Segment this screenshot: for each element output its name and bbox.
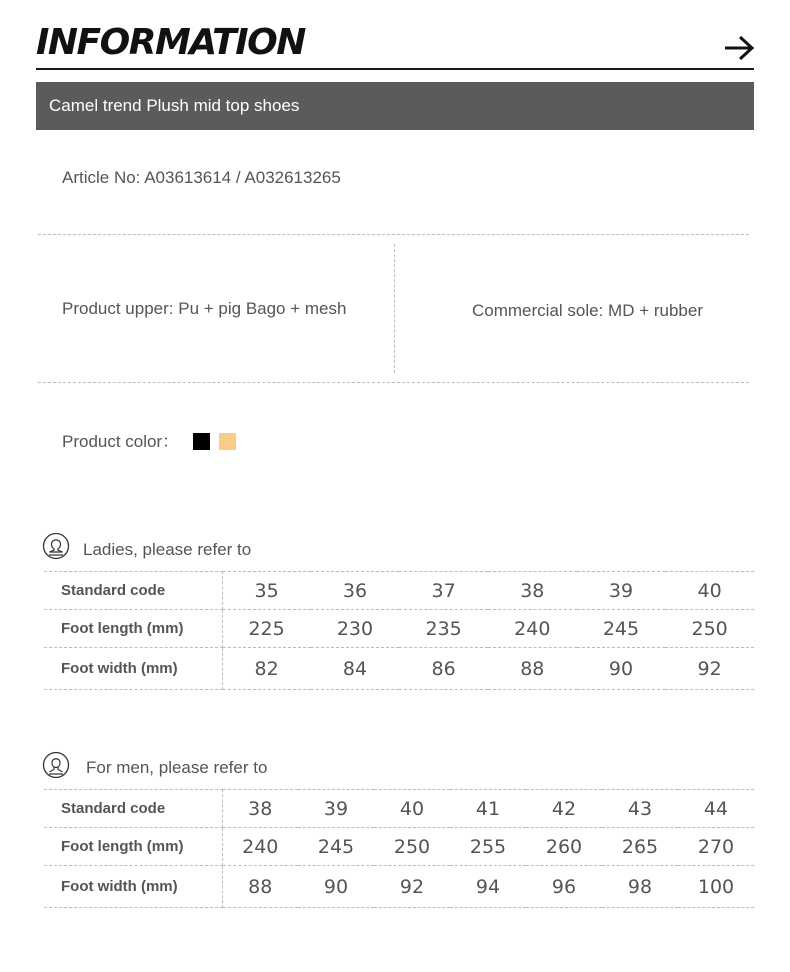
table-cell: 98 — [602, 866, 678, 908]
commercial-sole: Commercial sole: MD + rubber — [472, 301, 703, 320]
color-swatch-black — [193, 433, 210, 450]
ladies-section-title: Ladies, please refer to — [83, 540, 252, 559]
table-cell: 255 — [450, 828, 526, 866]
table-cell: 92 — [665, 648, 754, 690]
row-label: Standard code — [44, 572, 222, 610]
table-cell: 225 — [222, 610, 311, 648]
table-cell: 90 — [298, 866, 374, 908]
table-row — [44, 648, 754, 690]
table-row — [44, 572, 754, 610]
product-color-row — [62, 427, 236, 452]
product-upper: Product upper: Pu + pig Bago + mesh — [62, 299, 347, 318]
divider — [38, 234, 749, 235]
table-cell: 94 — [450, 866, 526, 908]
divider — [38, 382, 749, 383]
table-cell: 37 — [399, 572, 488, 610]
table-cell: 250 — [665, 610, 754, 648]
color-swatch-tan — [219, 433, 236, 450]
table-cell: 92 — [374, 866, 450, 908]
table-cell: 245 — [577, 610, 666, 648]
arrow-right-icon[interactable] — [722, 34, 756, 62]
divider-vertical — [394, 244, 395, 373]
article-number: Article No: A03613614 / A032613265 — [62, 168, 341, 187]
row-label: Foot length (mm) — [44, 828, 222, 866]
page-title: INFORMATION — [36, 22, 305, 63]
product-name-banner: Camel trend Plush mid top shoes — [36, 82, 754, 130]
table-cell: 39 — [577, 572, 666, 610]
table-cell: 245 — [298, 828, 374, 866]
table-cell: 38 — [222, 790, 298, 828]
table-row — [44, 866, 754, 908]
table-cell: 240 — [222, 828, 298, 866]
table-cell: 230 — [311, 610, 400, 648]
row-label: Foot length (mm) — [44, 610, 222, 648]
table-cell: 44 — [678, 790, 754, 828]
table-cell: 41 — [450, 790, 526, 828]
men-section-title: For men, please refer to — [86, 758, 268, 777]
header-divider — [36, 68, 754, 70]
table-cell: 235 — [399, 610, 488, 648]
table-cell: 240 — [488, 610, 577, 648]
table-cell: 96 — [526, 866, 602, 908]
ladies-size-table — [44, 571, 754, 690]
table-cell: 40 — [374, 790, 450, 828]
row-label: Foot width (mm) — [44, 648, 222, 690]
men-size-table — [44, 789, 754, 908]
man-silhouette-icon — [42, 751, 70, 779]
table-cell: 100 — [678, 866, 754, 908]
table-cell: 260 — [526, 828, 602, 866]
table-cell: 82 — [222, 648, 311, 690]
table-cell: 42 — [526, 790, 602, 828]
row-label: Standard code — [44, 790, 222, 828]
table-cell: 265 — [602, 828, 678, 866]
table-cell: 270 — [678, 828, 754, 866]
table-cell: 35 — [222, 572, 311, 610]
table-row — [44, 828, 754, 866]
table-cell: 36 — [311, 572, 400, 610]
table-cell: 90 — [577, 648, 666, 690]
table-cell: 39 — [298, 790, 374, 828]
table-cell: 86 — [399, 648, 488, 690]
table-cell: 88 — [222, 866, 298, 908]
table-cell: 43 — [602, 790, 678, 828]
woman-silhouette-icon — [42, 532, 70, 560]
product-color-label: Product color： — [62, 432, 180, 451]
table-row — [44, 790, 754, 828]
table-cell: 88 — [488, 648, 577, 690]
table-cell: 40 — [665, 572, 754, 610]
table-cell: 84 — [311, 648, 400, 690]
table-row — [44, 610, 754, 648]
table-cell: 250 — [374, 828, 450, 866]
table-cell: 38 — [488, 572, 577, 610]
row-label: Foot width (mm) — [44, 866, 222, 908]
